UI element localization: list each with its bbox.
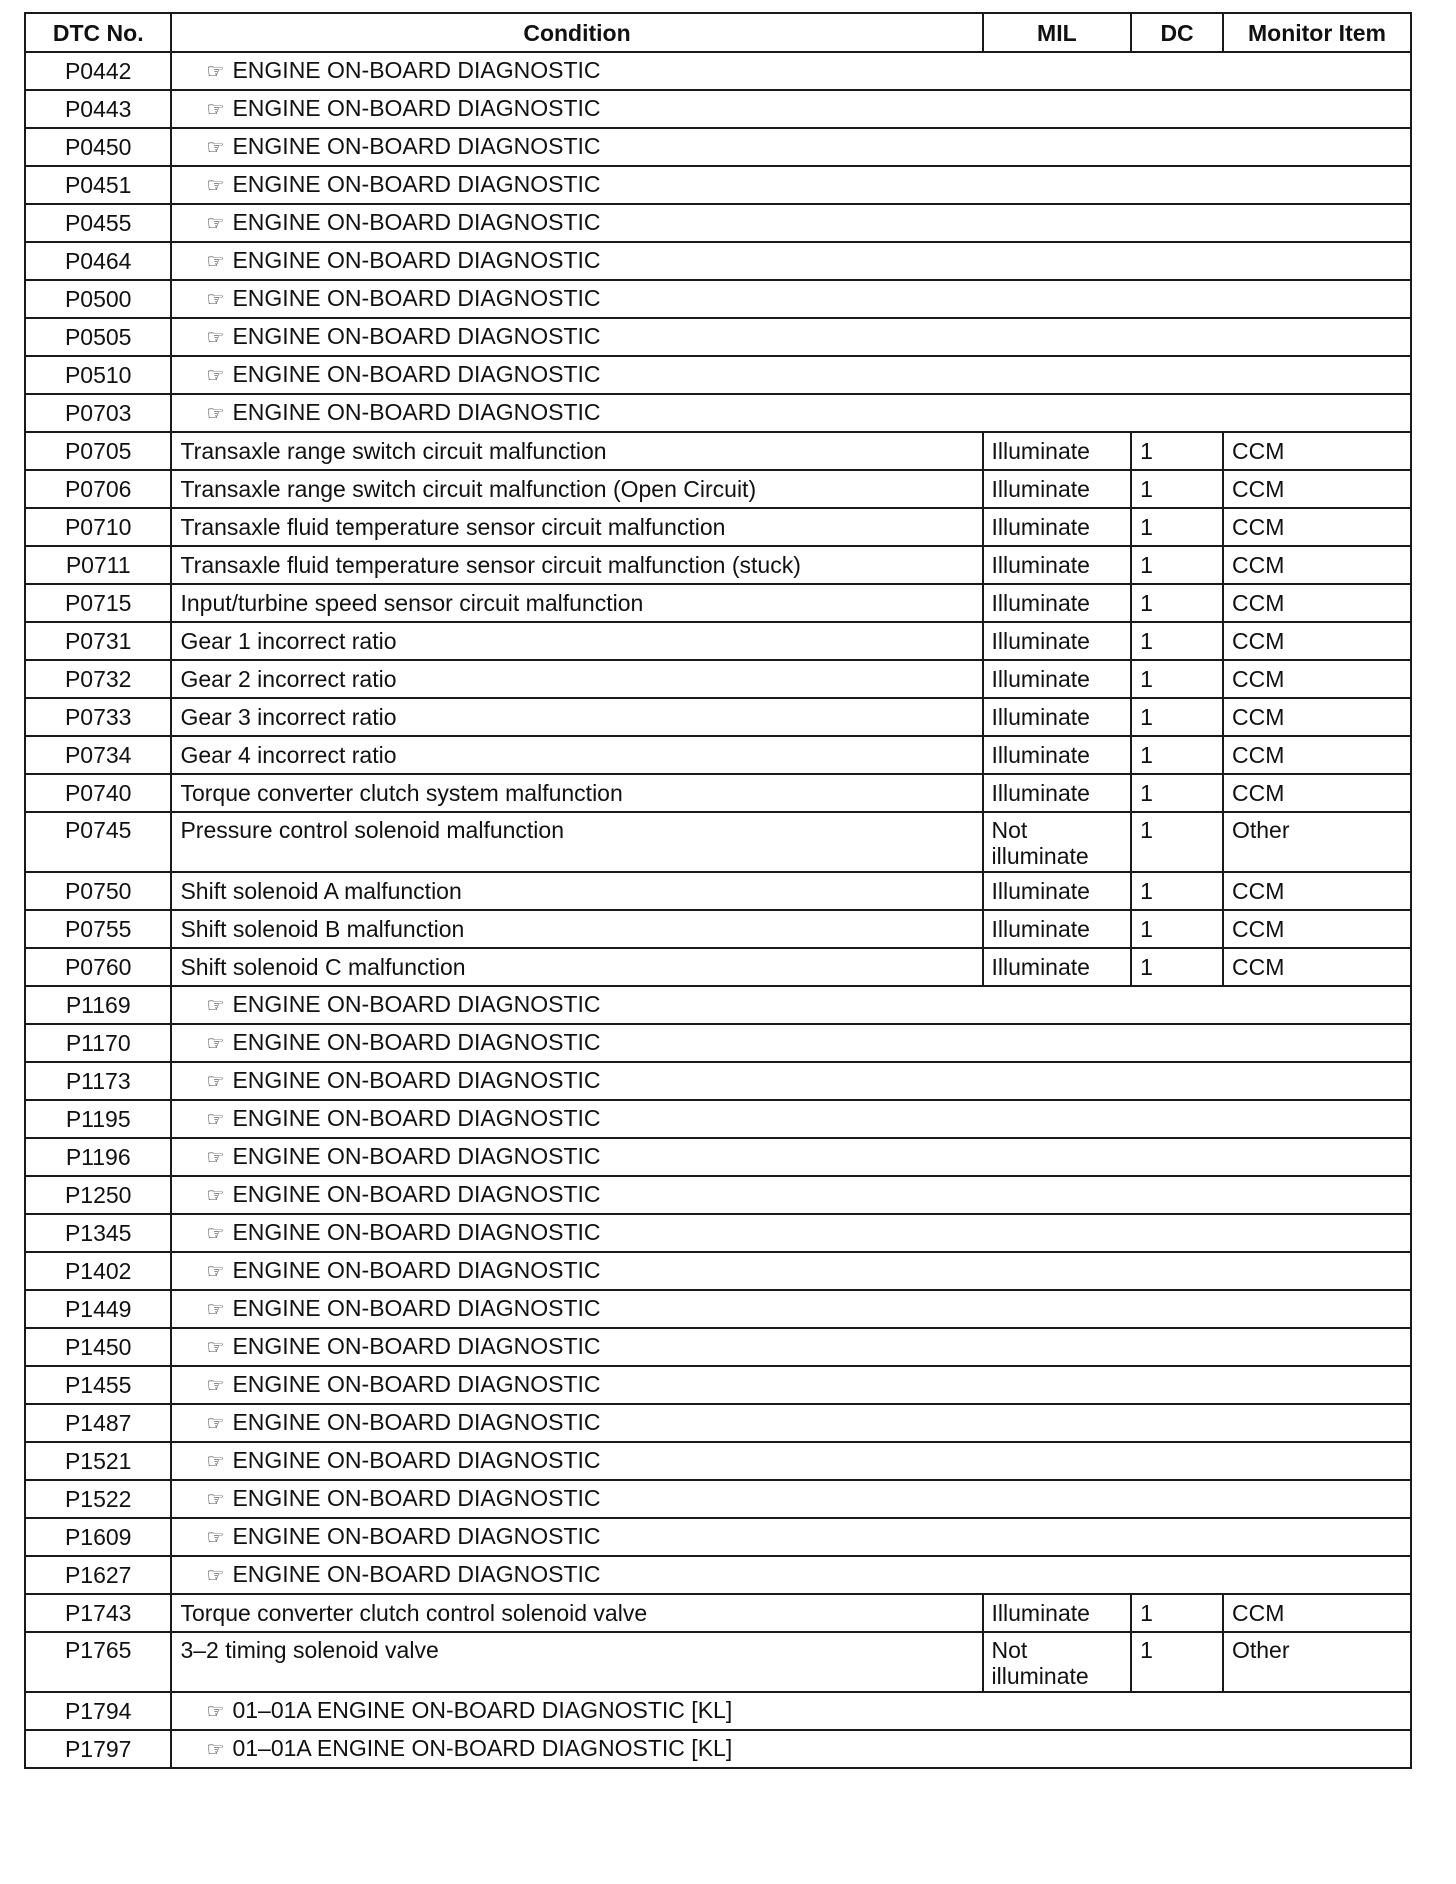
reference-cell: [171, 1138, 1411, 1176]
reference-cell: [171, 1730, 1411, 1768]
reference-text: ENGINE ON-BOARD DIAGNOSTIC: [232, 1257, 601, 1283]
table-row: [25, 432, 1411, 470]
condition-cell: Torque converter clutch control solenoid valve: [171, 1594, 982, 1632]
condition-cell: Shift solenoid B malfunction: [171, 910, 982, 948]
reference-text: ENGINE ON-BOARD DIAGNOSTIC: [232, 1219, 601, 1245]
dtc-code: P0450: [25, 128, 171, 166]
monitor-item-cell: CCM: [1223, 1594, 1411, 1632]
table-row: [25, 1024, 1411, 1062]
table-row: [25, 1518, 1411, 1556]
dtc-code: P1170: [25, 1024, 171, 1062]
table-row: [25, 584, 1411, 622]
table-row: [25, 1176, 1411, 1214]
reference-cell: [171, 204, 1411, 242]
table-row: [25, 812, 1411, 872]
dtc-code: P1450: [25, 1328, 171, 1366]
dc-cell: 1: [1131, 660, 1223, 698]
table-row: [25, 1062, 1411, 1100]
monitor-item-cell: CCM: [1223, 432, 1411, 470]
table-row: [25, 356, 1411, 394]
reference-cell: [171, 166, 1411, 204]
mil-cell: Illuminate: [983, 432, 1132, 470]
monitor-item-cell: CCM: [1223, 872, 1411, 910]
dc-cell: 1: [1131, 774, 1223, 812]
mil-cell: Illuminate: [983, 508, 1132, 546]
condition-cell: Gear 2 incorrect ratio: [171, 660, 982, 698]
monitor-item-cell: CCM: [1223, 584, 1411, 622]
table-row: [25, 1252, 1411, 1290]
table-row: [25, 52, 1411, 90]
table-row: [25, 128, 1411, 166]
dtc-code: P0443: [25, 90, 171, 128]
table-row: [25, 1632, 1411, 1692]
reference-cell: [171, 1518, 1411, 1556]
reference-cell: [171, 1366, 1411, 1404]
dtc-code: P0755: [25, 910, 171, 948]
dtc-code: P1345: [25, 1214, 171, 1252]
reference-cell: [171, 1214, 1411, 1252]
table-row: [25, 1442, 1411, 1480]
dc-cell: 1: [1131, 736, 1223, 774]
monitor-item-cell: CCM: [1223, 660, 1411, 698]
dtc-code: P0710: [25, 508, 171, 546]
dtc-code: P0505: [25, 318, 171, 356]
pointing-hand-icon: ☞: [206, 1299, 225, 1321]
table-row: [25, 910, 1411, 948]
pointing-hand-icon: ☞: [206, 1147, 225, 1169]
table-row: [25, 1214, 1411, 1252]
condition-cell: Transaxle fluid temperature sensor circuit malfunction: [171, 508, 982, 546]
reference-cell: [171, 1404, 1411, 1442]
pointing-hand-icon: ☞: [206, 1527, 225, 1549]
monitor-item-cell: CCM: [1223, 910, 1411, 948]
reference-cell: [171, 394, 1411, 432]
condition-cell: Shift solenoid C malfunction: [171, 948, 982, 986]
dc-cell: 1: [1131, 812, 1223, 872]
dtc-code: P0711: [25, 546, 171, 584]
dtc-code: P0464: [25, 242, 171, 280]
reference-text: ENGINE ON-BOARD DIAGNOSTIC: [232, 1371, 601, 1397]
dc-cell: 1: [1131, 1632, 1223, 1692]
monitor-item-cell: CCM: [1223, 546, 1411, 584]
monitor-item-cell: CCM: [1223, 508, 1411, 546]
condition-cell: Transaxle range switch circuit malfunction (Open Circuit): [171, 470, 982, 508]
dtc-code: P0500: [25, 280, 171, 318]
reference-text: ENGINE ON-BOARD DIAGNOSTIC: [232, 1333, 601, 1359]
table-row: [25, 1480, 1411, 1518]
mil-cell: Illuminate: [983, 470, 1132, 508]
table-row: [25, 166, 1411, 204]
pointing-hand-icon: ☞: [206, 1071, 225, 1093]
pointing-hand-icon: ☞: [206, 403, 225, 425]
condition-cell: Transaxle range switch circuit malfunction: [171, 432, 982, 470]
dtc-code: P1794: [25, 1692, 171, 1730]
reference-text: ENGINE ON-BOARD DIAGNOSTIC: [232, 1067, 601, 1093]
condition-cell: Torque converter clutch system malfunction: [171, 774, 982, 812]
dtc-code: P1402: [25, 1252, 171, 1290]
reference-text: ENGINE ON-BOARD DIAGNOSTIC: [232, 1029, 601, 1055]
reference-cell: [171, 1442, 1411, 1480]
reference-text: ENGINE ON-BOARD DIAGNOSTIC: [232, 171, 601, 197]
header-condition: Condition: [171, 13, 982, 52]
table-row: [25, 1594, 1411, 1632]
pointing-hand-icon: ☞: [206, 995, 225, 1017]
reference-text: ENGINE ON-BOARD DIAGNOSTIC: [232, 1295, 601, 1321]
pointing-hand-icon: ☞: [206, 365, 225, 387]
mil-cell: Not illuminate: [983, 812, 1132, 872]
header-monitor-item: Monitor Item: [1223, 13, 1411, 52]
pointing-hand-icon: ☞: [206, 1739, 225, 1761]
reference-text: ENGINE ON-BOARD DIAGNOSTIC: [232, 57, 601, 83]
table-row: [25, 1730, 1411, 1768]
dtc-table: [24, 12, 1412, 1769]
mil-cell: Illuminate: [983, 584, 1132, 622]
header-row: [25, 13, 1411, 52]
mil-cell: Illuminate: [983, 622, 1132, 660]
reference-cell: [171, 128, 1411, 166]
reference-text: ENGINE ON-BOARD DIAGNOSTIC: [232, 1485, 601, 1511]
monitor-item-cell: CCM: [1223, 470, 1411, 508]
dtc-code: P1250: [25, 1176, 171, 1214]
dc-cell: 1: [1131, 910, 1223, 948]
reference-cell: [171, 1024, 1411, 1062]
dtc-code: P0705: [25, 432, 171, 470]
table-row: [25, 698, 1411, 736]
reference-text: ENGINE ON-BOARD DIAGNOSTIC: [232, 285, 601, 311]
reference-text: ENGINE ON-BOARD DIAGNOSTIC: [232, 1143, 601, 1169]
monitor-item-cell: CCM: [1223, 948, 1411, 986]
table-row: [25, 1138, 1411, 1176]
mil-cell: Illuminate: [983, 546, 1132, 584]
condition-cell: Transaxle fluid temperature sensor circuit malfunction (stuck): [171, 546, 982, 584]
pointing-hand-icon: ☞: [206, 1451, 225, 1473]
table-row: [25, 1290, 1411, 1328]
pointing-hand-icon: ☞: [206, 1413, 225, 1435]
table-row: [25, 90, 1411, 128]
table-row: [25, 242, 1411, 280]
pointing-hand-icon: ☞: [206, 1261, 225, 1283]
pointing-hand-icon: ☞: [206, 213, 225, 235]
condition-cell: Gear 1 incorrect ratio: [171, 622, 982, 660]
reference-text: ENGINE ON-BOARD DIAGNOSTIC: [232, 361, 601, 387]
pointing-hand-icon: ☞: [206, 251, 225, 273]
table-row: [25, 1404, 1411, 1442]
condition-cell: Shift solenoid A malfunction: [171, 872, 982, 910]
dc-cell: 1: [1131, 872, 1223, 910]
pointing-hand-icon: ☞: [206, 1701, 225, 1723]
reference-cell: [171, 1100, 1411, 1138]
reference-text: ENGINE ON-BOARD DIAGNOSTIC: [232, 323, 601, 349]
dtc-code: P1765: [25, 1632, 171, 1692]
table-row: [25, 1692, 1411, 1730]
table-row: [25, 986, 1411, 1024]
table-row: [25, 1366, 1411, 1404]
table-row: [25, 318, 1411, 356]
pointing-hand-icon: ☞: [206, 175, 225, 197]
dtc-code: P0745: [25, 812, 171, 872]
dtc-code: P0760: [25, 948, 171, 986]
table-row: [25, 1556, 1411, 1594]
reference-cell: [171, 986, 1411, 1024]
reference-cell: [171, 280, 1411, 318]
table-row: [25, 1100, 1411, 1138]
table-row: [25, 736, 1411, 774]
mil-cell: Illuminate: [983, 948, 1132, 986]
dtc-code: P0734: [25, 736, 171, 774]
pointing-hand-icon: ☞: [206, 1337, 225, 1359]
reference-text: ENGINE ON-BOARD DIAGNOSTIC: [232, 991, 601, 1017]
reference-cell: [171, 90, 1411, 128]
dtc-code: P0455: [25, 204, 171, 242]
dtc-code: P1173: [25, 1062, 171, 1100]
reference-cell: [171, 1556, 1411, 1594]
pointing-hand-icon: ☞: [206, 1185, 225, 1207]
reference-text: ENGINE ON-BOARD DIAGNOSTIC: [232, 247, 601, 273]
reference-text: ENGINE ON-BOARD DIAGNOSTIC: [232, 1105, 601, 1131]
mil-cell: Illuminate: [983, 698, 1132, 736]
mil-cell: Illuminate: [983, 774, 1132, 812]
reference-text: ENGINE ON-BOARD DIAGNOSTIC: [232, 1447, 601, 1473]
pointing-hand-icon: ☞: [206, 327, 225, 349]
table-row: [25, 546, 1411, 584]
reference-cell: [171, 318, 1411, 356]
dc-cell: 1: [1131, 546, 1223, 584]
table-row: [25, 660, 1411, 698]
reference-text: ENGINE ON-BOARD DIAGNOSTIC: [232, 1409, 601, 1435]
dtc-code: P0451: [25, 166, 171, 204]
dtc-code: P1455: [25, 1366, 171, 1404]
dtc-code: P1169: [25, 986, 171, 1024]
monitor-item-cell: Other: [1223, 1632, 1411, 1692]
reference-text: ENGINE ON-BOARD DIAGNOSTIC: [232, 1523, 601, 1549]
dtc-code: P1609: [25, 1518, 171, 1556]
table-row: [25, 774, 1411, 812]
dc-cell: 1: [1131, 470, 1223, 508]
reference-text: 01–01A ENGINE ON-BOARD DIAGNOSTIC [KL]: [232, 1735, 733, 1761]
reference-cell: [171, 52, 1411, 90]
dtc-code: P0715: [25, 584, 171, 622]
pointing-hand-icon: ☞: [206, 1375, 225, 1397]
monitor-item-cell: Other: [1223, 812, 1411, 872]
header-dtc: DTC No.: [25, 13, 171, 52]
reference-cell: [171, 1692, 1411, 1730]
mil-cell: Not illuminate: [983, 1632, 1132, 1692]
dtc-code: P1522: [25, 1480, 171, 1518]
dc-cell: 1: [1131, 622, 1223, 660]
pointing-hand-icon: ☞: [206, 1489, 225, 1511]
condition-cell: Input/turbine speed sensor circuit malfunction: [171, 584, 982, 622]
dtc-code: P0442: [25, 52, 171, 90]
dtc-code: P0731: [25, 622, 171, 660]
reference-text: ENGINE ON-BOARD DIAGNOSTIC: [232, 399, 601, 425]
table-row: [25, 622, 1411, 660]
reference-text: 01–01A ENGINE ON-BOARD DIAGNOSTIC [KL]: [232, 1697, 733, 1723]
table-row: [25, 470, 1411, 508]
table-body: [25, 52, 1411, 1768]
reference-cell: [171, 1252, 1411, 1290]
reference-text: ENGINE ON-BOARD DIAGNOSTIC: [232, 95, 601, 121]
monitor-item-cell: CCM: [1223, 736, 1411, 774]
reference-text: ENGINE ON-BOARD DIAGNOSTIC: [232, 133, 601, 159]
header-dc: DC: [1131, 13, 1223, 52]
monitor-item-cell: CCM: [1223, 622, 1411, 660]
reference-text: ENGINE ON-BOARD DIAGNOSTIC: [232, 209, 601, 235]
dtc-code: P0732: [25, 660, 171, 698]
dtc-code: P1797: [25, 1730, 171, 1768]
reference-cell: [171, 1176, 1411, 1214]
header-mil: MIL: [983, 13, 1132, 52]
dtc-code: P1627: [25, 1556, 171, 1594]
pointing-hand-icon: ☞: [206, 289, 225, 311]
dtc-code: P1743: [25, 1594, 171, 1632]
table-row: [25, 508, 1411, 546]
dtc-code: P0510: [25, 356, 171, 394]
monitor-item-cell: CCM: [1223, 774, 1411, 812]
dtc-code: P0703: [25, 394, 171, 432]
dtc-code: P1196: [25, 1138, 171, 1176]
pointing-hand-icon: ☞: [206, 1565, 225, 1587]
table-row: [25, 872, 1411, 910]
dc-cell: 1: [1131, 584, 1223, 622]
mil-cell: Illuminate: [983, 872, 1132, 910]
reference-cell: [171, 242, 1411, 280]
pointing-hand-icon: ☞: [206, 1223, 225, 1245]
table-row: [25, 1328, 1411, 1366]
dtc-code: P0750: [25, 872, 171, 910]
mil-cell: Illuminate: [983, 736, 1132, 774]
pointing-hand-icon: ☞: [206, 99, 225, 121]
dtc-code: P0733: [25, 698, 171, 736]
pointing-hand-icon: ☞: [206, 137, 225, 159]
reference-cell: [171, 1290, 1411, 1328]
reference-cell: [171, 1062, 1411, 1100]
table-row: [25, 280, 1411, 318]
dtc-code: P1487: [25, 1404, 171, 1442]
table-row: [25, 394, 1411, 432]
mil-cell: Illuminate: [983, 1594, 1132, 1632]
dc-cell: 1: [1131, 508, 1223, 546]
pointing-hand-icon: ☞: [206, 61, 225, 83]
mil-cell: Illuminate: [983, 660, 1132, 698]
dtc-code: P0740: [25, 774, 171, 812]
dtc-code: P0706: [25, 470, 171, 508]
reference-text: ENGINE ON-BOARD DIAGNOSTIC: [232, 1561, 601, 1587]
dc-cell: 1: [1131, 1594, 1223, 1632]
dc-cell: 1: [1131, 432, 1223, 470]
monitor-item-cell: CCM: [1223, 698, 1411, 736]
reference-text: ENGINE ON-BOARD DIAGNOSTIC: [232, 1181, 601, 1207]
table-row: [25, 948, 1411, 986]
table-row: [25, 204, 1411, 242]
pointing-hand-icon: ☞: [206, 1109, 225, 1131]
dtc-code: P1521: [25, 1442, 171, 1480]
reference-cell: [171, 1328, 1411, 1366]
condition-cell: Gear 3 incorrect ratio: [171, 698, 982, 736]
dtc-code: P1195: [25, 1100, 171, 1138]
mil-cell: Illuminate: [983, 910, 1132, 948]
dc-cell: 1: [1131, 698, 1223, 736]
dtc-code: P1449: [25, 1290, 171, 1328]
condition-cell: Gear 4 incorrect ratio: [171, 736, 982, 774]
dc-cell: 1: [1131, 948, 1223, 986]
reference-cell: [171, 356, 1411, 394]
reference-cell: [171, 1480, 1411, 1518]
condition-cell: 3–2 timing solenoid valve: [171, 1632, 982, 1692]
condition-cell: Pressure control solenoid malfunction: [171, 812, 982, 872]
pointing-hand-icon: ☞: [206, 1033, 225, 1055]
